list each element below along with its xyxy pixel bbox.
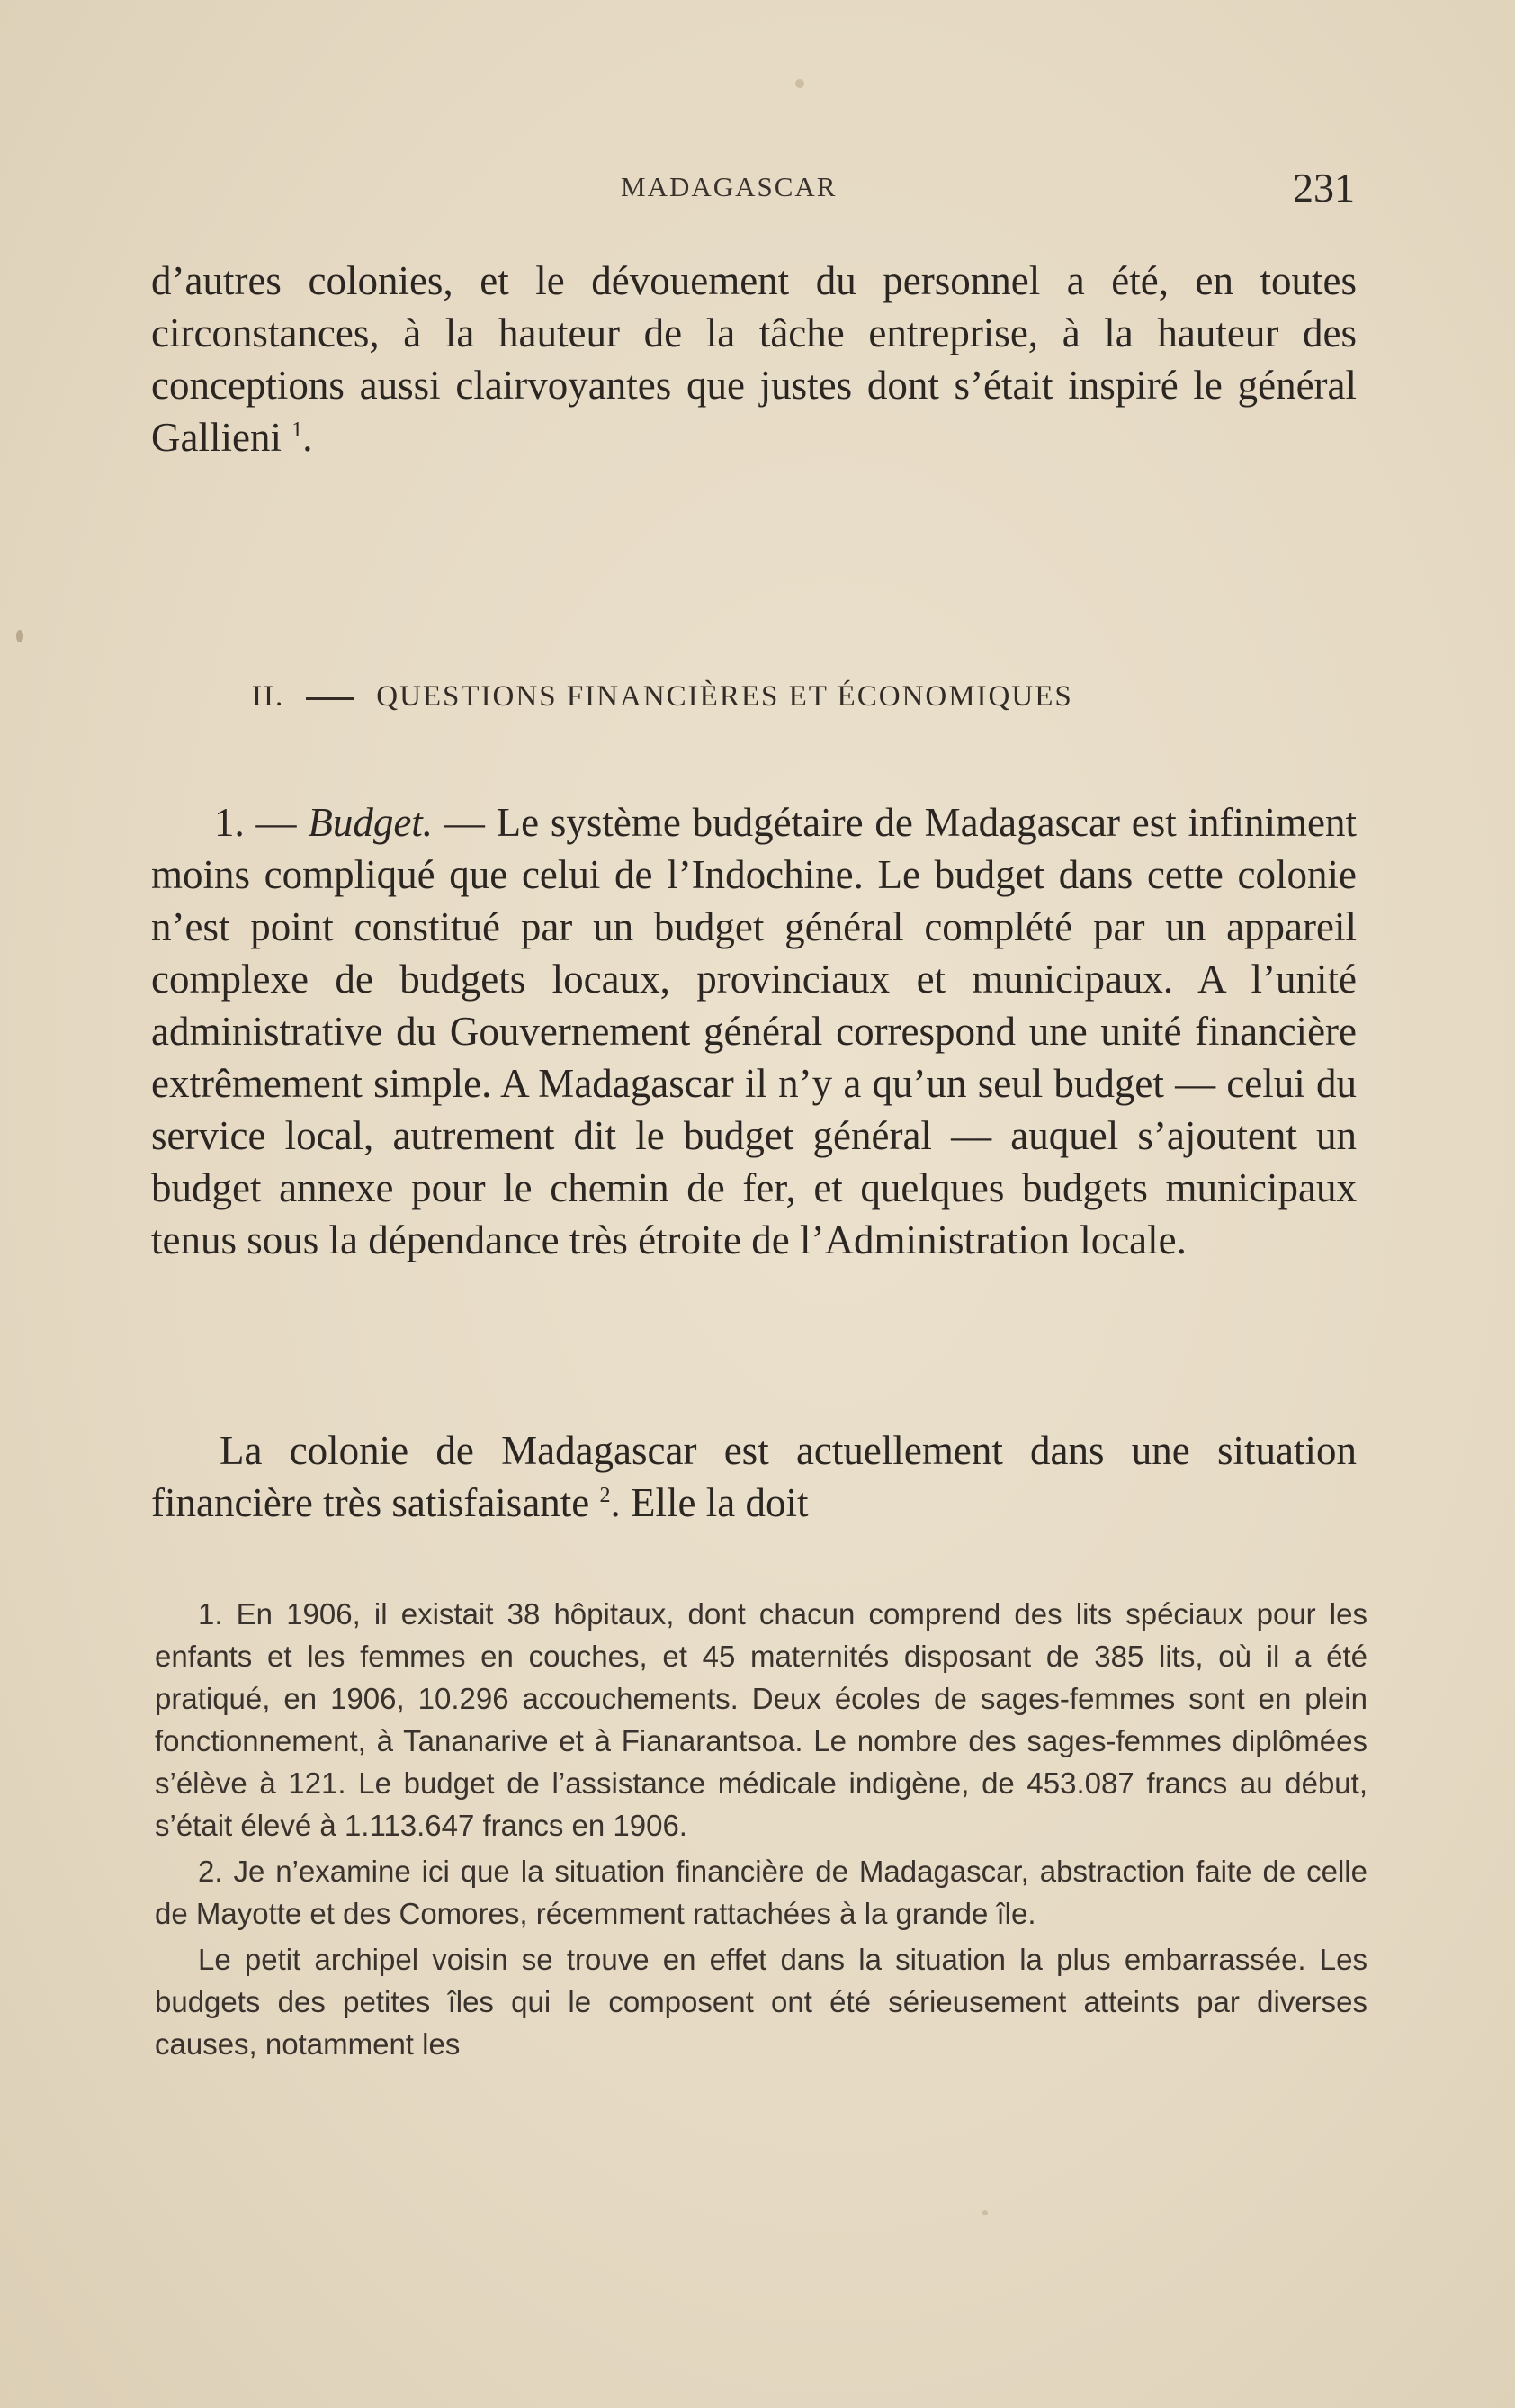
section-heading [252, 680, 1260, 714]
situation-paragraph [151, 1424, 1357, 1529]
footnote-ref-1[interactable]: 1 [291, 418, 303, 442]
paper-speck [16, 630, 23, 642]
section-number: II. [252, 680, 285, 713]
footnote-2: 2. Je n’examine ici que la situation financière de Madagascar, abstraction faite de celle de Mayotte et des Comores, récemment rattachées à la grande île. [155, 1855, 1367, 1930]
footnote-ref-2[interactable]: 2 [599, 1484, 611, 1507]
budget-lead: 1. — [214, 800, 297, 845]
continuation-end: . [302, 415, 313, 460]
budget-paragraph [151, 796, 1357, 1266]
situation-end: . Elle la doit [610, 1480, 809, 1525]
footnote-1: 1. En 1906, il existait 38 hôpitaux, dont chacun comprend des lits spéciaux pour les enfants et les femmes en couches, et 45 maternités disposant de 385 lits, où il a été pratiqué, en 1906, 10.296 accouchements. Deux écoles de sages-femmes sont en plein fonctionnement, à Tananarive et à Fianarantsoa. Le nombre des sages-femmes diplômées s’élève à 121. Le budget de l’assistance médicale indigène, de 453.087 francs au début, s’était élevé à 1.113.647 francs en 1906. [155, 1597, 1367, 1842]
budget-text: — Le système budgétaire de Madagascar est infiniment moins compliqué que celui de l’Indochine. Le budget dans cette colonie n’est point constitué par un budget général complété par un appareil complexe de budgets locaux, provinciaux et municipaux. A l’unité administrative du Gouvernement général correspond une unité financière extrêmement simple. A Madagascar il n’y a qu’un seul budget — celui du service local, autrement dit le budget général — auquel s’ajoutent un budget annexe pour le chemin de fer, et quelques budgets municipaux tenus sous la dépendance très étroite de l’Administration locale. [151, 800, 1358, 1262]
running-title: MADAGASCAR [621, 171, 838, 202]
section-title: QUESTIONS FINANCIÈRES ET ÉCONOMIQUES [376, 680, 1073, 713]
running-head [153, 167, 1355, 212]
situation-text: La colonie de Madagascar est actuellement dans une situation financière très satisfaisante [151, 1428, 1357, 1525]
budget-label: Budget. [308, 800, 434, 845]
footnotes [155, 1593, 1367, 2065]
paper-speck [982, 2210, 988, 2215]
footnote-2-continuation: Le petit archipel voisin se trouve en effet dans la situation la plus embarrassée. Les budgets des petites îles qui le composent ont été sérieusement atteints par diverses causes, notamment les [155, 1943, 1367, 2061]
continuation-paragraph [151, 255, 1357, 463]
page-number: 231 [1293, 165, 1355, 211]
paper-speck [795, 79, 804, 88]
heading-dash [306, 697, 354, 700]
continuation-text: d’autres colonies, et le dévouement du personnel a été, en toutes circonstances, à la hauteur de la tâche entreprise, à la hauteur des conceptions aussi clairvoyantes que justes dont s’était inspiré le général Gallieni [151, 258, 1357, 460]
